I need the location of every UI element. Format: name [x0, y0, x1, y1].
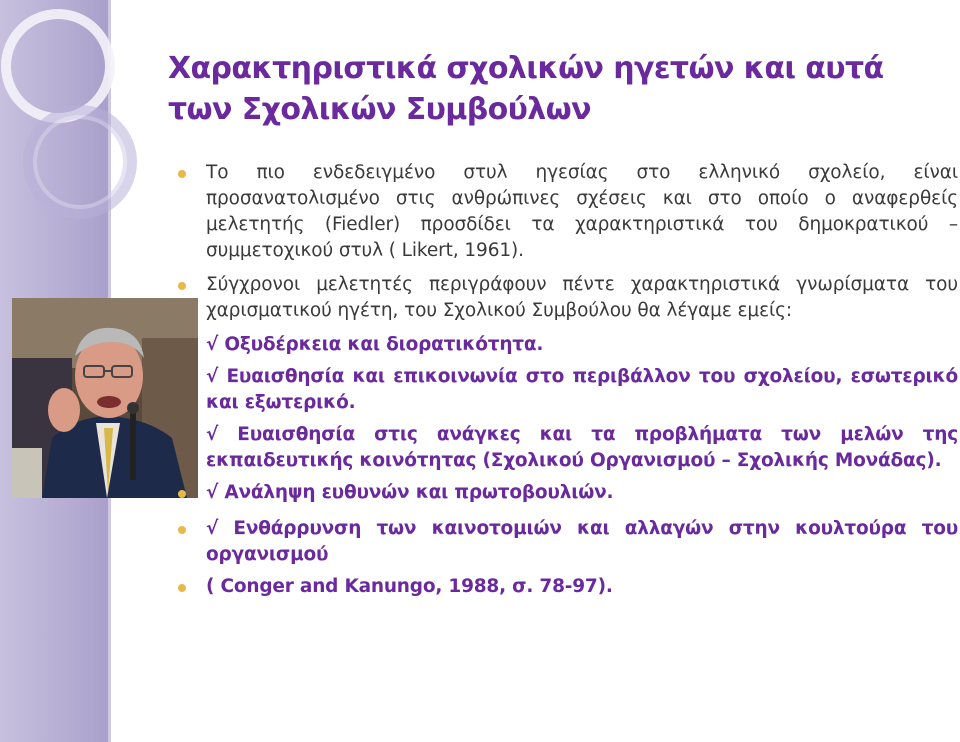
slide-title: Χαρακτηριστικά σχολικών ηγετών και αυτά των Σχολικών Συμβούλων	[168, 51, 884, 127]
ring-bottom-inner	[35, 117, 125, 207]
citation	[178, 574, 958, 600]
citation-text: ( Conger and Kanungo, 1988, σ. 78-97).	[206, 576, 613, 597]
paragraph-text: Σύγχρονοι μελετητές περιγράφουν πέντε χαρακτηριστικά γνωρίσματα του χαρισματικού ηγέτη, του Σχολικού Συμβούλου θα λέγαμε εμείς:	[206, 274, 958, 321]
speaker-photo	[12, 298, 198, 498]
trait-responsibility	[178, 480, 958, 506]
paragraph-text: Το πιο ενδεδειγμένο στυλ ηγεσίας στο ελληνικό σχολείο, είναι προσανατολισμένο στις ανθρώπινες σχέσεις και στο οποίο ο αναφερθείς μελετητής (Fiedler) προσδίδει τα χαρακτηριστικά του δημοκρατικού – συμμετοχικού στυλ ( Likert, 1961).	[206, 162, 958, 261]
bullet-icon	[178, 282, 186, 290]
bullet-icon	[178, 526, 186, 534]
slide-content	[178, 160, 958, 606]
trait-sensitivity-environment	[178, 364, 958, 416]
bullet-icon	[178, 490, 186, 498]
trait-text: √ Ευαισθησία και επικοινωνία στο περιβάλλον του σχολείου, εσωτερικό και εξωτερικό.	[206, 366, 958, 413]
trait-insight	[178, 332, 958, 358]
bullet-icon	[178, 584, 186, 592]
bullet-icon	[178, 170, 186, 178]
paragraph-charismatic-traits	[178, 272, 958, 324]
decorative-rings	[0, 0, 200, 300]
trait-text: √ Ευαισθησία στις ανάγκες και τα προβλήματα των μελών της εκπαιδευτικής κοινότητας (Σχολικού Οργανισμού – Σχολικής Μονάδας).	[206, 424, 958, 471]
trait-text: √ Οξυδέρκεια και διορατικότητα.	[206, 334, 544, 355]
trait-text: √ Ανάληψη ευθυνών και πρωτοβουλιών.	[206, 482, 614, 503]
paragraph-leadership-style	[178, 160, 958, 264]
ring-top	[6, 14, 110, 118]
trait-text: √ Ενθάρρυνση των καινοτομιών και αλλαγών στην κουλτούρα του οργανισμού	[206, 518, 958, 565]
trait-innovation	[178, 516, 958, 568]
trait-sensitivity-needs	[178, 422, 958, 474]
ring-bottom	[28, 110, 132, 214]
